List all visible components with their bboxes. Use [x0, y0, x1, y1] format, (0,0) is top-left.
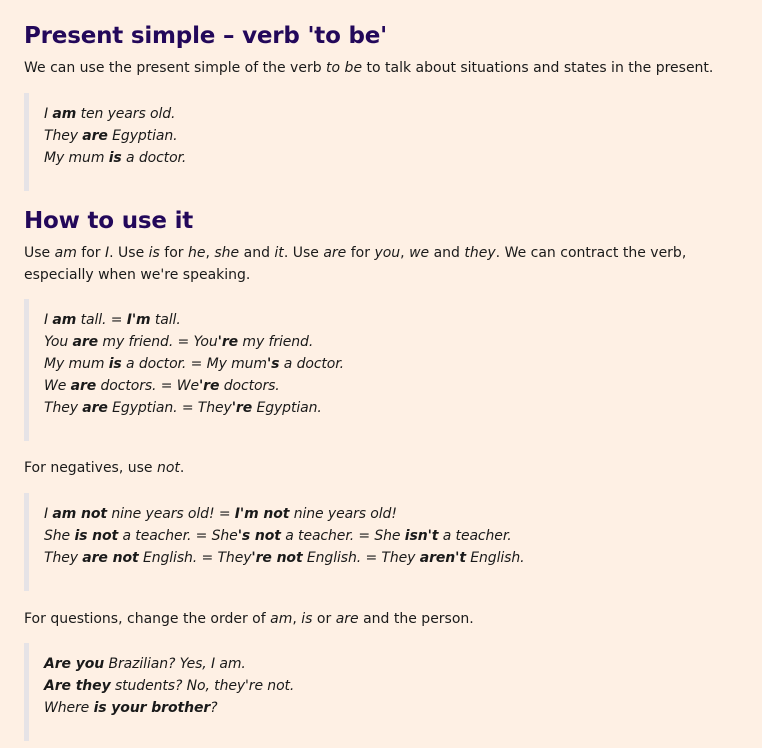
page-title: Present simple – verb 'to be': [24, 23, 388, 49]
emphasis-text: is your brother: [93, 700, 211, 716]
text-run: my friend. = You: [98, 334, 218, 350]
example-sentence: [44, 125, 186, 147]
text-run: You: [44, 334, 73, 350]
text-run: Egyptian.: [107, 128, 178, 144]
text-run: Brazilian? Yes, I am.: [104, 656, 246, 672]
text-run: They: [44, 400, 83, 416]
emphasis-text: 's not: [237, 528, 281, 544]
text-run: nine years old! =: [106, 506, 235, 522]
text-run: doctors.: [219, 378, 280, 394]
text-run: and the person.: [358, 611, 474, 627]
example-block-contractions: [24, 299, 344, 441]
emphasis-text: am: [52, 312, 77, 328]
italic-term: am: [54, 245, 77, 261]
text-run: a teacher. = She: [118, 528, 238, 544]
example-sentence: [44, 331, 344, 353]
italic-term: is: [148, 245, 160, 261]
text-run: ,: [205, 245, 215, 261]
emphasis-text: are: [70, 378, 97, 394]
text-run: My mum: [44, 356, 109, 372]
text-run: ten years old.: [76, 106, 176, 122]
emphasis-text: 're: [217, 334, 239, 350]
emphasis-text: 's: [266, 356, 280, 372]
text-run: . We can contract the verb, especially when we're speaking.: [24, 245, 687, 283]
example-block-1: [24, 93, 186, 191]
italic-term: it: [274, 245, 284, 261]
italic-term: are: [335, 611, 359, 627]
italic-term: are: [323, 245, 347, 261]
text-run: a teacher.: [438, 528, 512, 544]
text-run: . Use: [283, 245, 324, 261]
emphasis-text: aren't: [419, 550, 466, 566]
text-run: I: [44, 506, 53, 522]
example-sentence: [44, 525, 524, 547]
text-run: . Use: [109, 245, 149, 261]
example-sentence: [44, 147, 186, 169]
text-run: for: [159, 245, 188, 261]
negatives-paragraph: [24, 457, 744, 479]
example-sentence: [44, 653, 294, 675]
emphasis-text: I'm not: [234, 506, 290, 522]
example-sentence: [44, 675, 294, 697]
text-run: Egyptian.: [252, 400, 322, 416]
text-run: Where: [44, 700, 94, 716]
text-run: my friend.: [238, 334, 314, 350]
italic-term: is: [301, 611, 313, 627]
text-run: They: [44, 128, 83, 144]
text-run: to talk about situations and states in the present.: [362, 60, 714, 76]
text-run: a doctor.: [279, 356, 344, 372]
text-run: ?: [210, 700, 218, 716]
text-run: a doctor.: [121, 150, 187, 166]
example-sentence: [44, 353, 344, 375]
example-sentence: [44, 503, 524, 525]
emphasis-text: isn't: [404, 528, 439, 544]
italic-term: not: [156, 460, 180, 476]
text-run: for: [346, 245, 375, 261]
text-run: My mum: [44, 150, 109, 166]
emphasis-text: are not: [82, 550, 139, 566]
text-run: Egyptian. = They: [107, 400, 232, 416]
intro-paragraph: [24, 57, 744, 79]
text-run: English.: [465, 550, 525, 566]
example-block-negatives: [24, 493, 524, 591]
text-run: .: [179, 460, 185, 476]
emphasis-text: is: [108, 150, 122, 166]
text-run: I: [44, 106, 53, 122]
text-run: For negatives, use: [24, 460, 157, 476]
emphasis-text: I'm: [126, 312, 151, 328]
emphasis-text: Are you: [44, 656, 105, 672]
italic-term: I: [104, 245, 110, 261]
text-run: They: [44, 550, 83, 566]
example-sentence: [44, 309, 344, 331]
italic-term: we: [409, 245, 430, 261]
text-run: nine years old!: [289, 506, 397, 522]
text-run: ,: [292, 611, 302, 627]
text-run: Use: [24, 245, 55, 261]
emphasis-text: 're: [231, 400, 253, 416]
text-run: for: [76, 245, 105, 261]
emphasis-text: am: [52, 106, 77, 122]
italic-term: to be: [326, 60, 363, 76]
text-run: doctors. = We: [96, 378, 199, 394]
questions-paragraph: [24, 608, 744, 630]
usage-paragraph: [24, 242, 739, 286]
italic-term: am: [270, 611, 293, 627]
emphasis-text: Are they: [44, 678, 111, 694]
text-run: or: [312, 611, 336, 627]
text-run: English. = They: [138, 550, 252, 566]
section-heading-how-to-use: How to use it: [24, 208, 194, 234]
emphasis-text: are: [82, 128, 108, 144]
italic-term: they: [464, 245, 496, 261]
example-sentence: [44, 697, 294, 719]
text-run: tall.: [150, 312, 181, 328]
emphasis-text: am not: [52, 506, 107, 522]
example-sentence: [44, 375, 344, 397]
italic-term: he: [187, 245, 206, 261]
example-sentence: [44, 103, 186, 125]
emphasis-text: 're not: [251, 550, 303, 566]
text-run: We can use the present simple of the verb: [24, 60, 327, 76]
text-run: She: [44, 528, 75, 544]
italic-term: you: [374, 245, 401, 261]
emphasis-text: are: [82, 400, 108, 416]
italic-term: she: [214, 245, 240, 261]
text-run: ,: [400, 245, 410, 261]
text-run: and: [429, 245, 465, 261]
text-run: We: [44, 378, 71, 394]
text-run: For questions, change the order of: [24, 611, 271, 627]
text-run: a teacher. = She: [280, 528, 405, 544]
emphasis-text: is: [108, 356, 122, 372]
text-run: tall. =: [76, 312, 127, 328]
example-sentence: [44, 547, 524, 569]
text-run: English. = They: [302, 550, 420, 566]
example-block-questions: [24, 643, 294, 741]
text-run: students? No, they're not.: [110, 678, 295, 694]
emphasis-text: 're: [199, 378, 220, 394]
example-sentence: [44, 397, 344, 419]
emphasis-text: are: [72, 334, 99, 350]
text-run: a doctor. = My mum: [121, 356, 267, 372]
text-run: and: [239, 245, 275, 261]
emphasis-text: is not: [74, 528, 119, 544]
text-run: I: [44, 312, 53, 328]
